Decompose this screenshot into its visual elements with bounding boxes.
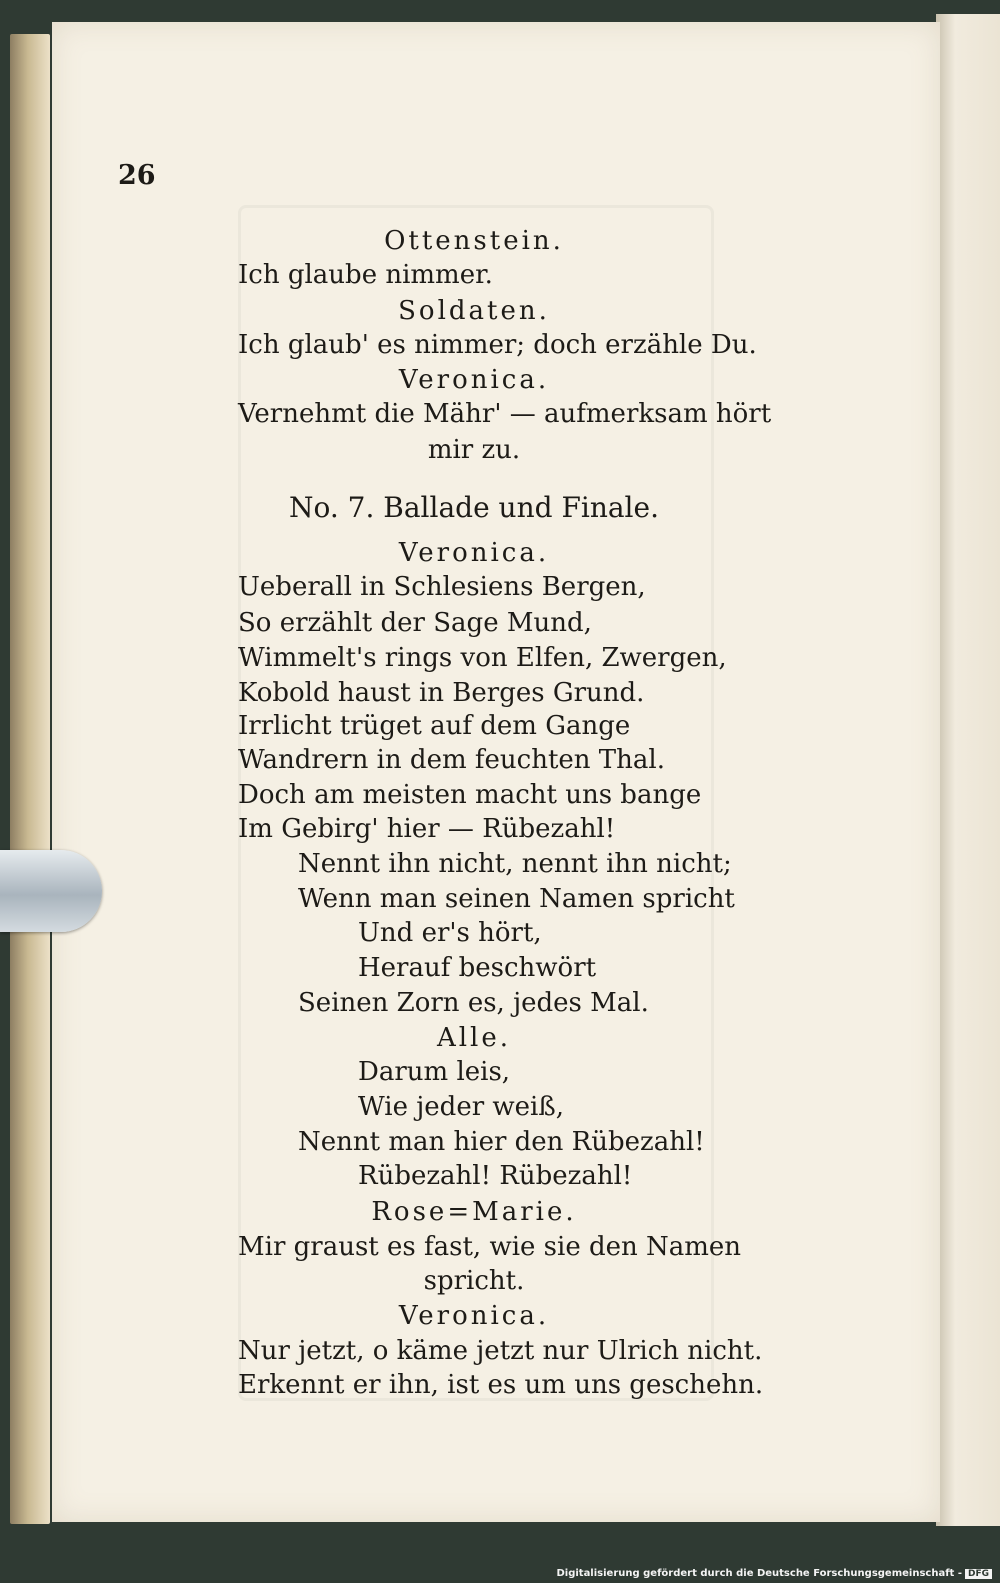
- verse-line: Im Gebirg' hier — Rübezahl!: [238, 814, 616, 844]
- verse-line: Nennt man hier den Rübezahl!: [298, 1127, 705, 1157]
- speaker-rose-marie: Rose=Marie.: [371, 1197, 577, 1227]
- text-line: Nur jetzt, o käme jetzt nur Ulrich nicht.: [238, 1336, 763, 1366]
- verse-line: Rübezahl! Rübezahl!: [358, 1161, 633, 1191]
- book-page-edges-left: [10, 34, 50, 1524]
- verse-line: Wimmelt's rings von Elfen, Zwergen,: [238, 643, 727, 673]
- verse-line: Doch am meisten macht uns bange: [238, 780, 702, 810]
- verse-line: So erzählt der Sage Mund,: [238, 608, 592, 638]
- verse-line: Nennt ihn nicht, nennt ihn nicht;: [298, 849, 732, 879]
- verse-line: Darum leis,: [358, 1057, 511, 1087]
- speaker-veronica: Veronica.: [398, 538, 550, 568]
- section-heading: No. 7. Ballade und Finale.: [289, 491, 659, 524]
- text-line: Ich glaube nimmer.: [238, 260, 493, 290]
- speaker-veronica: Veronica.: [398, 1301, 550, 1331]
- text-line: Erkennt er ihn, ist es um uns geschehn.: [238, 1370, 764, 1400]
- verse-line: Wie jeder weiß,: [358, 1092, 564, 1122]
- text-line: Ich glaub' es nimmer; doch erzähle Du.: [238, 330, 757, 360]
- verse-line: Kobold haust in Berges Grund.: [238, 678, 645, 708]
- speaker-ottenstein: Ottenstein.: [384, 226, 564, 256]
- text-line: spricht.: [423, 1266, 525, 1296]
- text-line: Vernehmt die Mähr' — aufmerksam hört: [238, 399, 772, 429]
- verse-line: Irrlicht trüget auf dem Gange: [238, 711, 631, 741]
- verse-line: Wandrern in dem feuchten Thal.: [238, 745, 665, 775]
- dfg-logo: DFG: [965, 1569, 992, 1579]
- verse-line: Herauf beschwört: [358, 953, 597, 983]
- page-turn-handle[interactable]: [0, 850, 102, 932]
- verse-line: Und er's hört,: [358, 918, 542, 948]
- verse-line: Seinen Zorn es, jedes Mal.: [298, 988, 649, 1018]
- book-page-edges-right: [936, 14, 1000, 1526]
- digitization-credit: [556, 1568, 992, 1579]
- speaker-soldaten: Soldaten.: [398, 296, 550, 326]
- text-line: Mir graust es fast, wie sie den Namen: [238, 1232, 742, 1262]
- verse-line: Wenn man seinen Namen spricht: [298, 884, 735, 914]
- credit-text: Digitalisierung gefördert durch die Deutsche Forschungsgemeinschaft -: [556, 1568, 962, 1579]
- speaker-alle: Alle.: [436, 1023, 512, 1053]
- verse-line: Ueberall in Schlesiens Bergen,: [238, 572, 646, 602]
- page-number: 26: [118, 160, 156, 191]
- text-line: mir zu.: [427, 435, 521, 465]
- speaker-veronica: Veronica.: [398, 365, 550, 395]
